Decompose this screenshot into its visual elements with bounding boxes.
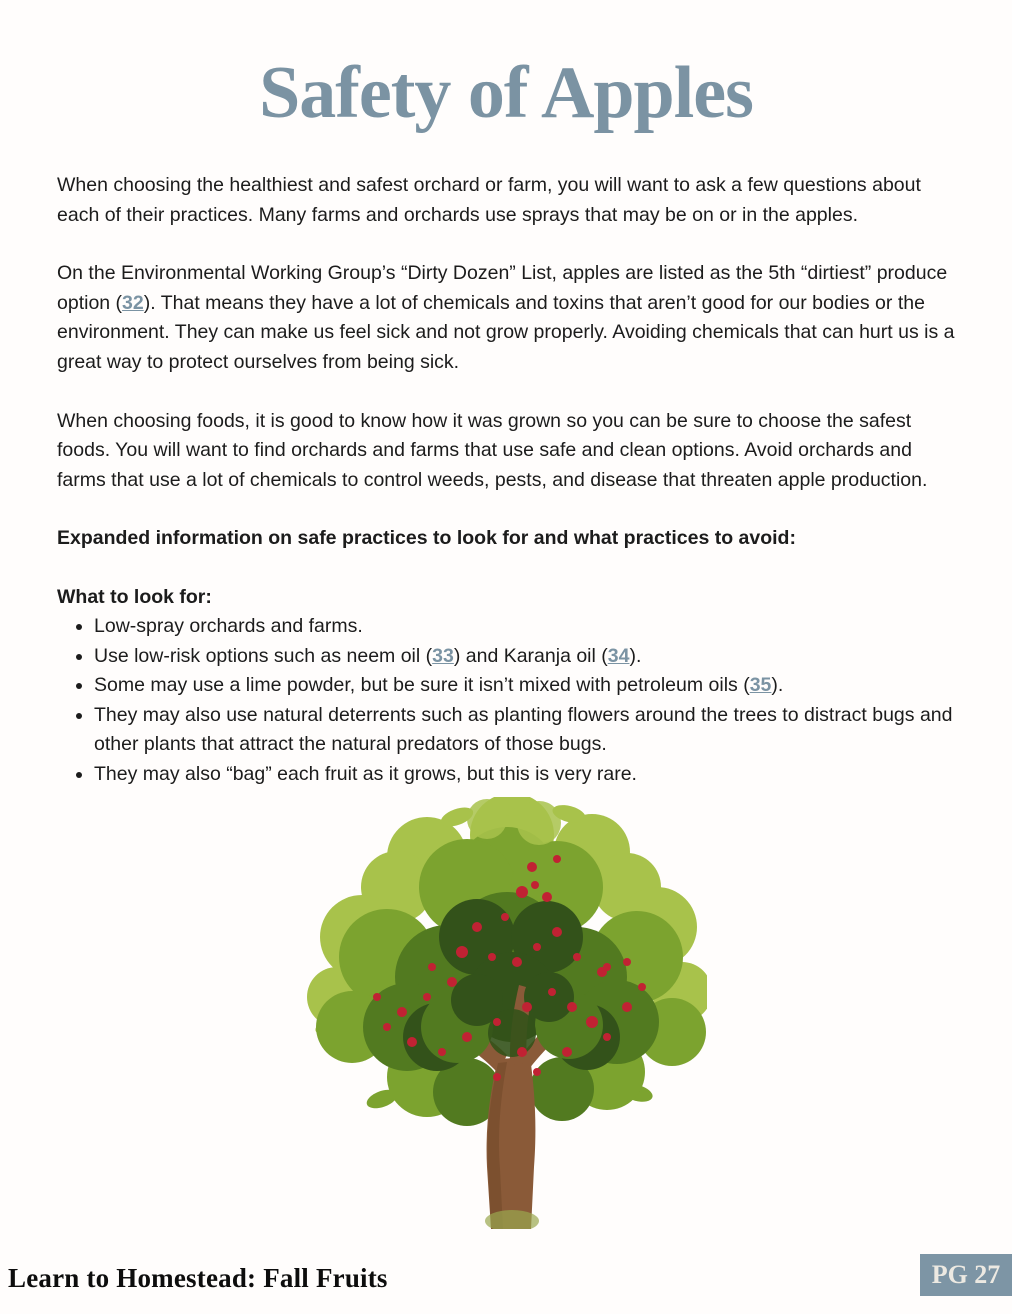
list-item-low-risk-text-1: Use low-risk options such as neem oil (: [94, 644, 433, 667]
footer-title: Learn to Homestead: Fall Fruits: [8, 1263, 388, 1293]
list-item-low-spray: • Low-spray orchards and farms.: [94, 612, 957, 642]
reference-link-32[interactable]: 32: [122, 291, 144, 314]
list-item-low-risk-text-2: ) and Karanja oil (: [453, 644, 608, 667]
reference-link-34[interactable]: 34: [607, 644, 630, 667]
list-item-bagging-fruit: • They may also “bag” each fruit as it grows, but this is very rare.: [94, 760, 957, 790]
list-item-lime-powder: [94, 671, 957, 701]
list-item-low-risk-oils: [94, 642, 957, 672]
heading-what-to-look-for: What to look for:: [57, 585, 212, 608]
list-item-lime-text-1: Some may use a lime powder, but be sure it isn’t mixed with petroleum oils (: [94, 674, 750, 697]
list-item-natural-deterrents: • They may also use natural deterrents such as planting flowers around the trees to distract bugs and other plants that attract the natural predators of those bugs.: [94, 701, 957, 760]
page-number-badge: PG 27: [920, 1254, 1012, 1296]
paragraph-dirty-dozen: [57, 259, 957, 377]
reference-link-35[interactable]: 35: [749, 674, 772, 697]
page-title: Safety of Apples: [259, 52, 753, 134]
paragraph-dirty-dozen-text-pre: On the Environmental Working Group’s “Dirty Dozen” List, apples are listed as the 5th “dirtiest” produce option (: [57, 262, 948, 314]
look-for-list: [57, 612, 957, 789]
paragraph-dirty-dozen-text-post: ). That means they have a lot of chemicals and toxins that aren’t good for our bodies or the environment. They can make us feel sick and not grow properly. Avoiding chemicals that can hurt us is a great way to protect ourselves from being sick.: [57, 291, 955, 373]
reference-link-33[interactable]: 33: [432, 644, 454, 667]
paragraph-intro: When choosing the healthiest and safest orchard or farm, you will want to ask a few questions about each of their practices. Many farms and orchards use sprays that may be on or in the apples.: [57, 174, 921, 226]
list-item-low-risk-text-3: ).: [629, 644, 642, 667]
list-item-lime-text-2: ).: [771, 674, 784, 697]
heading-expanded-info: Expanded information on safe practices to look for and what practices to avoid:: [57, 527, 796, 550]
paragraph-choosing-foods: When choosing foods, it is good to know how it was grown so you can be sure to choose the safest foods. You will want to find orchards and farms that use safe and clean options. Avoid orchards and farms that use a lot of chemicals to control weeds, pests, and disease that threaten apple production.: [57, 409, 928, 491]
illustration-container: [57, 797, 957, 1229]
apple-tree-image: [307, 797, 707, 1229]
page-body: [57, 171, 957, 1229]
